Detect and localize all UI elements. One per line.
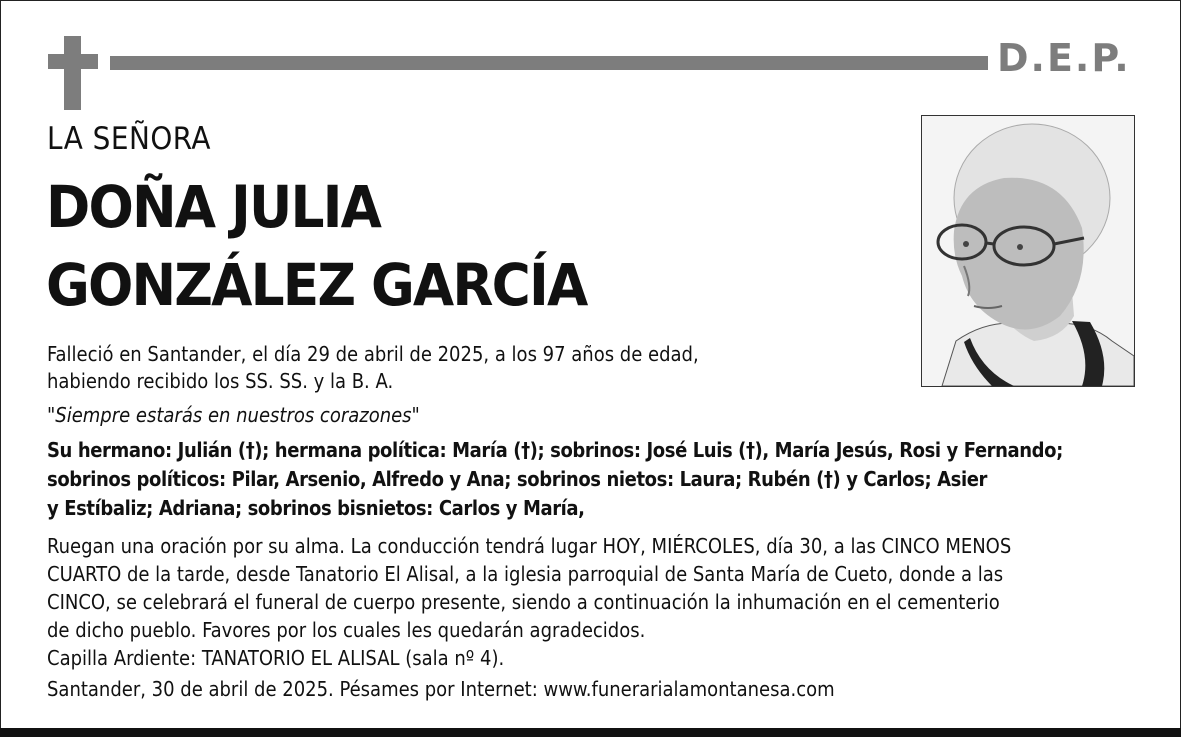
chapel-line: Capilla Ardiente: TANATORIO EL ALISAL (sala nº 4). — [47, 646, 505, 670]
dep-heading: D.E.P. — [997, 36, 1131, 80]
service-details — [47, 532, 1011, 672]
memorial-quote: "Siempre estarás en nuestros corazones" — [47, 403, 420, 427]
death-notice — [47, 341, 699, 395]
honorific: LA SEÑORA — [47, 121, 211, 157]
name-line-1: DOÑA JULIA — [46, 173, 381, 241]
family-line: y Estíbaliz; Adriana; sobrinos bisnietos: Carlos y María, — [47, 496, 585, 520]
portrait-photo — [921, 115, 1135, 387]
service-line: de dicho pueblo. Favores por los cuales les quedarán agradecidos. — [47, 618, 646, 642]
family-list — [47, 436, 1063, 523]
deceased-name — [46, 168, 586, 324]
closing-line: Santander, 30 de abril de 2025. Pésames por Internet: www.funerarialamontanesa.com — [47, 677, 835, 701]
death-notice-line: habiendo recibido los SS. SS. y la B. A. — [47, 369, 394, 393]
service-line: CINCO, se celebrará el funeral de cuerpo presente, siendo a continuación la inhumación en el cementerio — [47, 590, 1000, 614]
bottom-border — [0, 728, 1181, 737]
death-notice-line: Falleció en Santander, el día 29 de abril de 2025, a los 97 años de edad, — [47, 342, 699, 366]
header-rule — [110, 56, 988, 70]
family-line: Su hermano: Julián (†); hermana política: María (†); sobrinos: José Luis (†), María Jesús, Rosi y Fernando; — [47, 438, 1063, 462]
service-line: CUARTO de la tarde, desde Tanatorio El Alisal, a la iglesia parroquial de Santa María de Cueto, donde a las — [47, 562, 1004, 586]
service-line: Ruegan una oración por su alma. La conducción tendrá lugar HOY, MIÉRCOLES, día 30, a las CINCO MENOS — [47, 534, 1012, 558]
name-line-2: GONZÁLEZ GARCÍA — [46, 251, 587, 319]
cross-icon — [48, 36, 98, 110]
family-line: sobrinos políticos: Pilar, Arsenio, Alfredo y Ana; sobrinos nietos: Laura; Rubén (†) y Carlos; Asier — [47, 467, 988, 491]
